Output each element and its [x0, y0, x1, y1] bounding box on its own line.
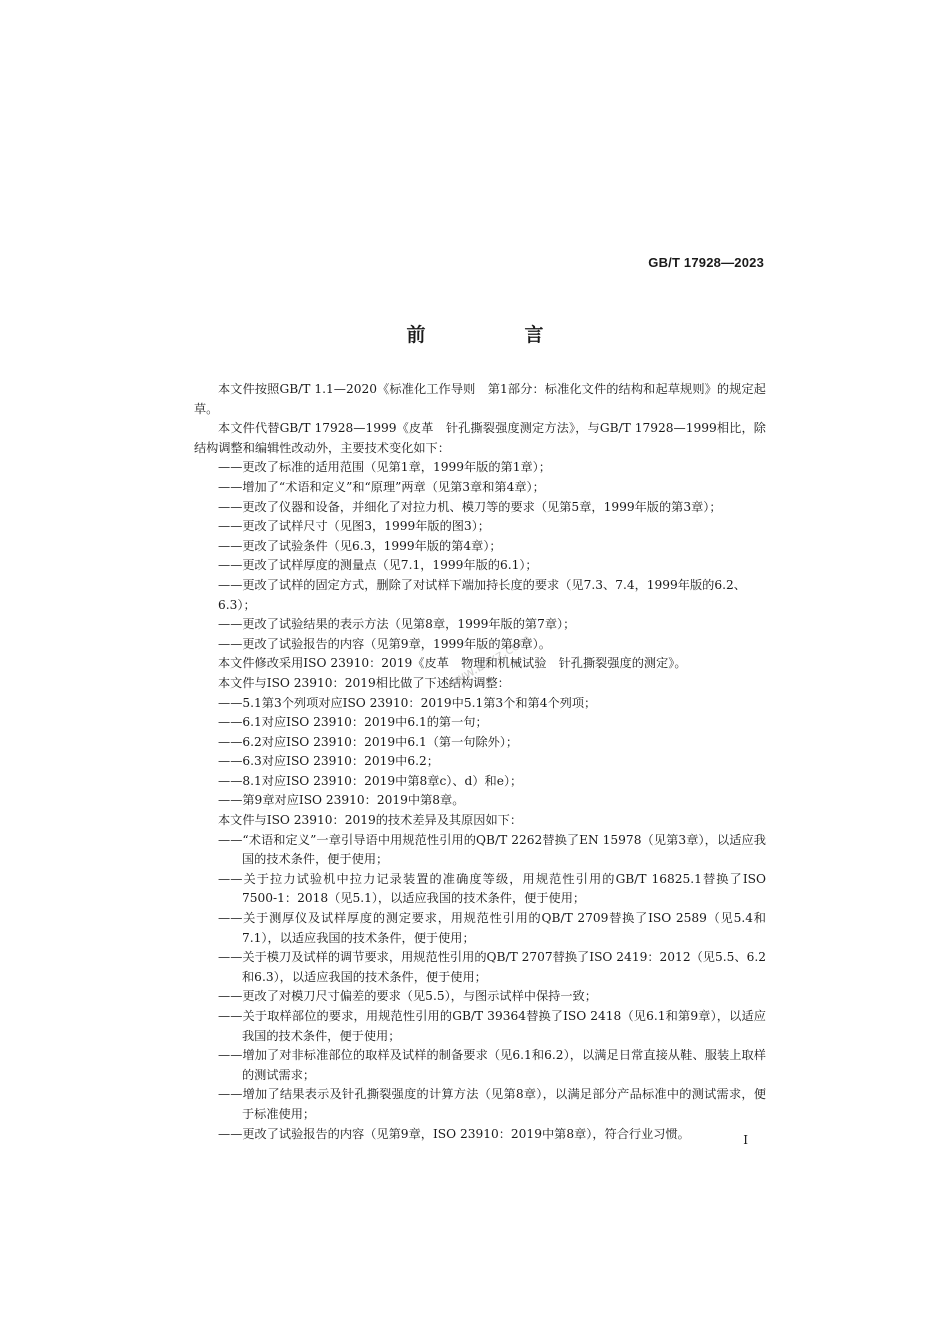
paragraph-replaces: 本文件代替GB/T 17928—1999《皮革 针孔撕裂强度测定方法》，与GB/T 17928—1999相比，除结构调整和编辑性改动外，主要技术变化如下：: [194, 421, 766, 455]
list-item: ——6.1对应ISO 23910：2019中6.1的第一句；: [218, 715, 488, 730]
list-item: ——更改了仪器和设备，并细化了对拉力机、模刀等的要求（见第5章，1999年版的第3章）；: [218, 499, 722, 514]
list-item: ——5.1第3个列项对应ISO 23910：2019中5.1第3个和第4个列项；: [218, 695, 597, 710]
differences-list: [194, 831, 766, 1145]
document-body: [194, 380, 766, 1144]
document-code: GB/T 17928—2023: [648, 255, 764, 270]
list-item: ——6.3对应ISO 23910：2019中6.2；: [218, 754, 439, 769]
list-item: ——增加了“术语和定义”和“原理”两章（见第3章和第4章）；: [218, 479, 545, 494]
list-item: ——“术语和定义”一章引导语中用规范性引用的QB/T 2262替换了EN 15978（见第3章），以适应我国的技术条件，便于使用；: [218, 832, 766, 867]
page-title: 前 言: [406, 324, 584, 346]
list-item: ——更改了标准的适用范围（见第1章，1999年版的第1章）；: [218, 460, 551, 475]
list-item: ——关于拉力试验机中拉力记录装置的准确度等级，用规范性引用的GB/T 16825.1替换了ISO 7500-1：2018（见5.1），以适应我国的技术条件，便于使用；: [218, 871, 766, 906]
list-item: ——第9章对应ISO 23910：2019中第8章。: [218, 793, 465, 808]
list-item: ——关于模刀及试样的调节要求，用规范性引用的QB/T 2707替换了ISO 2419：2012（见5.5、6.2和6.3），以适应我国的技术条件，便于使用；: [218, 950, 766, 984]
list-item: ——更改了试验报告的内容（见第9章，ISO 23910：2019中第8章），符合行业习惯。: [218, 1126, 690, 1141]
list-item: ——6.2对应ISO 23910：2019中6.1（第一句除外）；: [218, 734, 519, 749]
list-item: ——更改了对模刀尺寸偏差的要求（见5.5），与图示试样中保持一致；: [218, 989, 597, 1004]
list-item: ——更改了试样的固定方式，删除了对试样下端加持长度的要求（见7.3、7.4，1999年版的6.2、6.3）；: [218, 577, 746, 612]
page-number: I: [743, 1133, 748, 1147]
changes-list: [194, 458, 766, 654]
list-item: ——更改了试样厚度的测量点（见7.1，1999年版的6.1）；: [218, 558, 538, 573]
list-item: ——增加了对非标准部位的取样及试样的制备要求（见6.1和6.2），以满足日常直接从鞋、服装上取样的测试需求；: [218, 1048, 766, 1082]
list-item: ——更改了试验报告的内容（见第9章，1999年版的第8章）。: [218, 636, 551, 651]
paragraph-adoption: 本文件修改采用ISO 23910：2019《皮革 物理和机械试验 针孔撕裂强度的测定》。: [218, 656, 687, 671]
list-item: ——更改了试验结果的表示方法（见第8章，1999年版的第7章）；: [218, 617, 576, 632]
list-item: ——更改了试验条件（见6.3，1999年版的第4章）；: [218, 538, 502, 553]
list-item: ——增加了结果表示及针孔撕裂强度的计算方法（见第8章），以满足部分产品标准中的测试需求，便于标准使用；: [218, 1087, 766, 1121]
list-item: ——8.1对应ISO 23910：2019中第8章c）、d）和e）；: [218, 773, 523, 788]
list-item: ——更改了试样尺寸（见图3，1999年版的图3）；: [218, 519, 490, 534]
paragraph-differences: 本文件与ISO 23910：2019的技术差异及其原因如下：: [218, 813, 523, 828]
structure-list: [194, 694, 766, 812]
list-item: ——关于取样部位的要求，用规范性引用的GB/T 39364替换了ISO 2418（见6.1和第9章），以适应我国的技术条件，便于使用；: [218, 1009, 766, 1043]
paragraph-structure: 本文件与ISO 23910：2019相比做了下述结构调整：: [218, 675, 510, 690]
list-item: ——关于测厚仪及试样厚度的测定要求，用规范性引用的QB/T 2709替换了ISO 2589（见5.4和7.1），以适应我国的技术条件，便于使用；: [218, 911, 766, 945]
watermark: www.bzxz.com: [442, 631, 534, 694]
paragraph-drafting-rule: 本文件按照GB/T 1.1—2020《标准化工作导则 第1部分：标准化文件的结构和起草规则》的规定起草。: [194, 382, 766, 416]
